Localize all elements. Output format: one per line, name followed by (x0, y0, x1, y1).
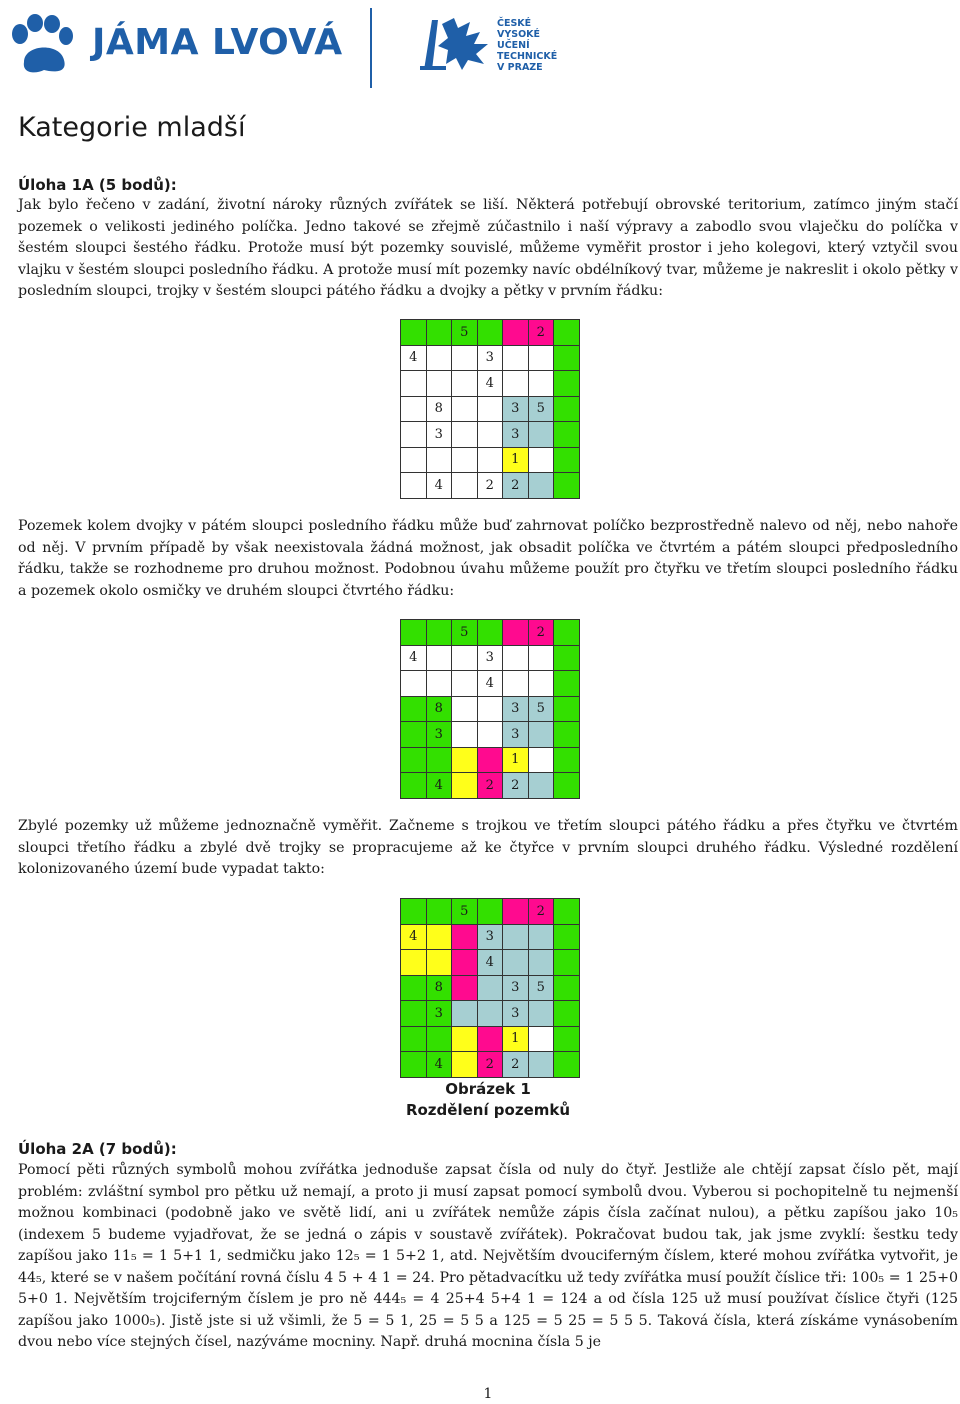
task-1a-heading: Úloha 1A (5 bodů): (18, 176, 177, 194)
grid-cell: 4 (426, 473, 452, 499)
figure-caption (0, 1079, 960, 1121)
grid-cell (452, 1001, 478, 1027)
grid-cell: 4 (401, 345, 427, 371)
grid-row (401, 320, 580, 346)
grid-cell (452, 1052, 478, 1078)
grid-cell (503, 899, 529, 925)
grid-cell (401, 620, 427, 646)
cvut-line: ČESKÉ (497, 18, 532, 29)
page-title: Kategorie mladší (18, 112, 246, 143)
grid-cell (426, 447, 452, 473)
grid-cell (452, 696, 478, 722)
grid-1 (400, 319, 580, 499)
grid-cell (554, 950, 580, 976)
grid-cell: 5 (452, 320, 478, 346)
grid-cell (401, 671, 427, 697)
grid-cell: 2 (477, 473, 503, 499)
grid-row (401, 422, 580, 448)
grid-cell: 8 (426, 696, 452, 722)
grid-cell (554, 696, 580, 722)
grid-cell (426, 345, 452, 371)
grid-cell (426, 620, 452, 646)
figure-caption-title: Rozdělení pozemků (405, 1101, 571, 1119)
grid-cell (554, 1001, 580, 1027)
grid-cell (503, 371, 529, 397)
grid-cell (528, 422, 554, 448)
grid-cell (554, 371, 580, 397)
grid-cell: 2 (477, 1052, 503, 1078)
grid-cell (477, 899, 503, 925)
grid-cell (426, 671, 452, 697)
grid-cell (401, 1001, 427, 1027)
grid-2 (400, 619, 580, 799)
grid-cell (452, 371, 478, 397)
grid-cell (554, 320, 580, 346)
grid-cell (554, 671, 580, 697)
grid-row (401, 975, 580, 1001)
grid-cell: 3 (503, 396, 529, 422)
grid-cell (477, 722, 503, 748)
grid-cell (401, 320, 427, 346)
grid-cell: 5 (452, 620, 478, 646)
grid-cell (401, 899, 427, 925)
paw-logo-icon (8, 14, 78, 78)
grid-cell (452, 396, 478, 422)
grid-cell (452, 773, 478, 799)
grid-cell (528, 950, 554, 976)
grid-cell: 5 (528, 975, 554, 1001)
grid-cell: 5 (452, 899, 478, 925)
cvut-line: V PRAZE (497, 62, 543, 73)
grid-cell (452, 645, 478, 671)
grid-cell (477, 396, 503, 422)
grid-cell (477, 620, 503, 646)
grid-cell (554, 899, 580, 925)
grid-cell (528, 671, 554, 697)
grid-cell: 3 (477, 645, 503, 671)
grid-cell (426, 1026, 452, 1052)
grid-cell: 3 (503, 975, 529, 1001)
grid-cell: 4 (477, 671, 503, 697)
grid-cell (477, 320, 503, 346)
grid-cell (401, 975, 427, 1001)
grid-row (401, 773, 580, 799)
grid-cell (503, 345, 529, 371)
grid-cell (477, 1001, 503, 1027)
grid-cell (452, 473, 478, 499)
grid-cell (554, 747, 580, 773)
grid-cell: 3 (426, 1001, 452, 1027)
grid-cell (401, 773, 427, 799)
grid-row (401, 696, 580, 722)
grid-cell (452, 975, 478, 1001)
grid-cell (528, 722, 554, 748)
grid-cell (477, 1026, 503, 1052)
grid-cell (452, 722, 478, 748)
grid-cell (528, 645, 554, 671)
grid-cell (401, 950, 427, 976)
grid-cell: 3 (503, 1001, 529, 1027)
grid-row (401, 645, 580, 671)
cvut-name (497, 18, 557, 73)
grid-cell (401, 722, 427, 748)
grid-cell (554, 722, 580, 748)
grid-cell (477, 975, 503, 1001)
grid-cell: 4 (426, 773, 452, 799)
grid-cell (554, 422, 580, 448)
grid-cell: 1 (503, 447, 529, 473)
grid-row (401, 671, 580, 697)
grid-cell (528, 1001, 554, 1027)
grid-cell (528, 447, 554, 473)
grid-cell (554, 473, 580, 499)
grid-cell: 2 (503, 473, 529, 499)
grid-row (401, 722, 580, 748)
grid-cell (528, 473, 554, 499)
grid-cell (401, 396, 427, 422)
grid-cell (503, 645, 529, 671)
grid-cell: 2 (528, 320, 554, 346)
grid-cell (401, 1052, 427, 1078)
grid-cell: 3 (426, 722, 452, 748)
grid-cell: 4 (426, 1052, 452, 1078)
grid-row (401, 1052, 580, 1078)
grid-cell: 2 (503, 773, 529, 799)
grid-cell (554, 645, 580, 671)
grid-row (401, 473, 580, 499)
grid-cell (401, 1026, 427, 1052)
grid-cell (426, 924, 452, 950)
grid-cell: 2 (528, 899, 554, 925)
grid-cell: 5 (528, 696, 554, 722)
grid-row (401, 950, 580, 976)
grid-cell (401, 696, 427, 722)
grid-cell (503, 320, 529, 346)
grid-row (401, 899, 580, 925)
grid-cell (554, 924, 580, 950)
grid-cell (554, 773, 580, 799)
grid-cell: 1 (503, 1026, 529, 1052)
grid-cell (554, 345, 580, 371)
grid-row (401, 1001, 580, 1027)
grid-cell (528, 371, 554, 397)
cvut-line: UČENÍ (497, 40, 530, 51)
grid-cell (401, 473, 427, 499)
grid-cell (528, 747, 554, 773)
grid-cell (477, 696, 503, 722)
task-1a-paragraph-2: Pozemek kolem dvojky v pátém sloupci posledního řádku může buď zahrnovat políčko bezprostředně nalevo od něj, nebo nahoře od něj. V prvním případě by však neexistovala žádná možnost, jak obsadit políčka ve čtvrtém a pátém sloupci předposledního řádku, takže se rozhodneme pro druhou možnost. Podobnou úvahu můžeme použít pro čtyřku ve třetím sloupci posledního řádku a pozemek okolo osmičky ve druhém sloupci čtvrtého řádku: (18, 518, 958, 599)
grid-cell: 3 (503, 722, 529, 748)
grid-cell (426, 371, 452, 397)
grid-cell (477, 747, 503, 773)
grid-cell: 2 (503, 1052, 529, 1078)
grid-cell (554, 396, 580, 422)
grid-cell: 8 (426, 396, 452, 422)
grid-cell: 3 (503, 422, 529, 448)
grid-cell (401, 747, 427, 773)
grid-cell (452, 345, 478, 371)
grid-cell (503, 950, 529, 976)
task-1a-paragraph-3: Zbylé pozemky už můžeme jednoznačně vyměřit. Začneme s trojkou ve třetím sloupci pátého řádku a přes čtyřku ve čtvrtém sloupci třetího řádku a zbylé dvě trojky se propracujeme až ke čtyřce v prvním sloupci druhého řádku. Výsledné rozdělení kolonizovaného území bude vypadat takto: (18, 818, 958, 877)
grid-cell (554, 620, 580, 646)
grid-row (401, 396, 580, 422)
grid-cell (426, 747, 452, 773)
grid-cell (528, 345, 554, 371)
grid-cell (554, 1026, 580, 1052)
grid-cell (452, 447, 478, 473)
grid-cell (401, 371, 427, 397)
grid-row (401, 1026, 580, 1052)
grid-cell (452, 924, 478, 950)
grid-cell (452, 950, 478, 976)
grid-cell (426, 320, 452, 346)
grid-cell: 2 (477, 773, 503, 799)
cvut-lion-logo-icon (418, 14, 494, 72)
grid-cell: 4 (477, 371, 503, 397)
grid-cell (554, 1052, 580, 1078)
grid-cell (426, 645, 452, 671)
grid-row (401, 345, 580, 371)
grid-cell (554, 975, 580, 1001)
cvut-line: VYSOKÉ (497, 29, 541, 40)
grid-cell (401, 447, 427, 473)
grid-cell (528, 1052, 554, 1078)
grid-cell (426, 899, 452, 925)
header-divider (370, 8, 372, 88)
header (0, 0, 960, 96)
grid-row (401, 924, 580, 950)
grid-row (401, 620, 580, 646)
task-1a-paragraph-1: Jak bylo řečeno v zadání, životní nároky různých zvířátek se liší. Některá potřebují obrovské teritorium, zatímco jiným stačí pozemek o velikosti jediného políčka. Jedno takové se zřejmě zúčastnilo i naší výpravy a zabodlo svou vlaječku do políčka v šestém sloupci šestého řádku. Protože musí být pozemky souvislé, můžeme vyměřit prostor i jeho kolegovi, který vztyčil svou vlajku v šestém sloupci posledního řádku. A protože musí mít pozemky navíc obdélníkový tvar, můžeme je nakreslit i okolo pětky v posledním sloupci, trojky v šestém sloupci pátého řádku a dvojky a pětky v prvním řádku: (18, 197, 958, 299)
grid-cell (503, 671, 529, 697)
grid-cell: 3 (477, 345, 503, 371)
page-number: 1 (483, 1386, 493, 1402)
grid-cell: 4 (477, 950, 503, 976)
grid-cell: 3 (477, 924, 503, 950)
grid-row (401, 447, 580, 473)
grid-cell: 5 (528, 396, 554, 422)
grid-cell: 8 (426, 975, 452, 1001)
grid-cell: 4 (401, 924, 427, 950)
cvut-line: TECHNICKÉ (497, 51, 558, 62)
brand-name: JÁMA LVOVÁ (92, 22, 343, 63)
grid-cell (503, 620, 529, 646)
grid-cell (452, 1026, 478, 1052)
grid-cell (426, 950, 452, 976)
grid-row (401, 371, 580, 397)
grid-3 (400, 898, 580, 1078)
grid-cell (477, 422, 503, 448)
grid-cell: 3 (503, 696, 529, 722)
grid-cell: 2 (528, 620, 554, 646)
task-2a-paragraph: Pomocí pěti různých symbolů mohou zvířátka jednoduše zapsat čísla od nuly do čtyř. Jestliže ale chtějí zapsat číslo pět, mají problém: zvláštní symbol pro pětku už nemají, a proto ji musí zapsat pomocí symbolů dvou. Vyberou si pochopitelně tu nejmenší možnou kombinaci (podobně jako ve světě lidí, ani u zvířátek nemůže zápis čísla začínat nulou), a pětku zapíšou jako 10₅ (indexem 5 budeme vyjadřovat, že se jedná o zápis v soustavě zvířátek). Pokračovat budou tak, jak jsme zvyklí: šestku tedy zapíšou jako 11₅ = 1 5+1 1, sedmičku jako 12₅ = 1 5+2 1, atd. Největším dvouciferným číslem, které mohou zvířátka vytvořit, je 44₅, které se v našem počítání rovná číslu 4 5 + 4 1 = 24. Pro pětadvacítku už tedy zvířátka musí použít číslice tři: 100₅ = 1 25+0 5+0 1. Největším trojciferným číslem je pro ně 444₅ = 4 25+4 5+4 1 = 124 a od čísla 125 už musí používat číslice čtyři (125 zapíšou jako 1000₅). Jistě jste si už všimli, že 5 = 5 1, 25 = 5 5 a 125 = 5 25 = 5 5 5. Taková čísla, která získáme vynásobením dvou nebo více stejných čísel, nazýváme mocniny. Např. druhá mocnina čísla 5 je (18, 1162, 958, 1350)
grid-cell (401, 422, 427, 448)
grid-cell (528, 924, 554, 950)
figure-caption-number: Obrázek 1 (445, 1080, 531, 1098)
grid-cell (452, 747, 478, 773)
grid-cell (477, 447, 503, 473)
grid-cell (452, 671, 478, 697)
grid-cell: 3 (426, 422, 452, 448)
grid-row (401, 747, 580, 773)
task-2a-heading: Úloha 2A (7 bodů): (18, 1140, 177, 1158)
grid-cell (452, 422, 478, 448)
grid-cell (528, 773, 554, 799)
grid-cell: 4 (401, 645, 427, 671)
grid-cell (528, 1026, 554, 1052)
grid-cell: 1 (503, 747, 529, 773)
grid-cell (554, 447, 580, 473)
grid-cell (503, 924, 529, 950)
